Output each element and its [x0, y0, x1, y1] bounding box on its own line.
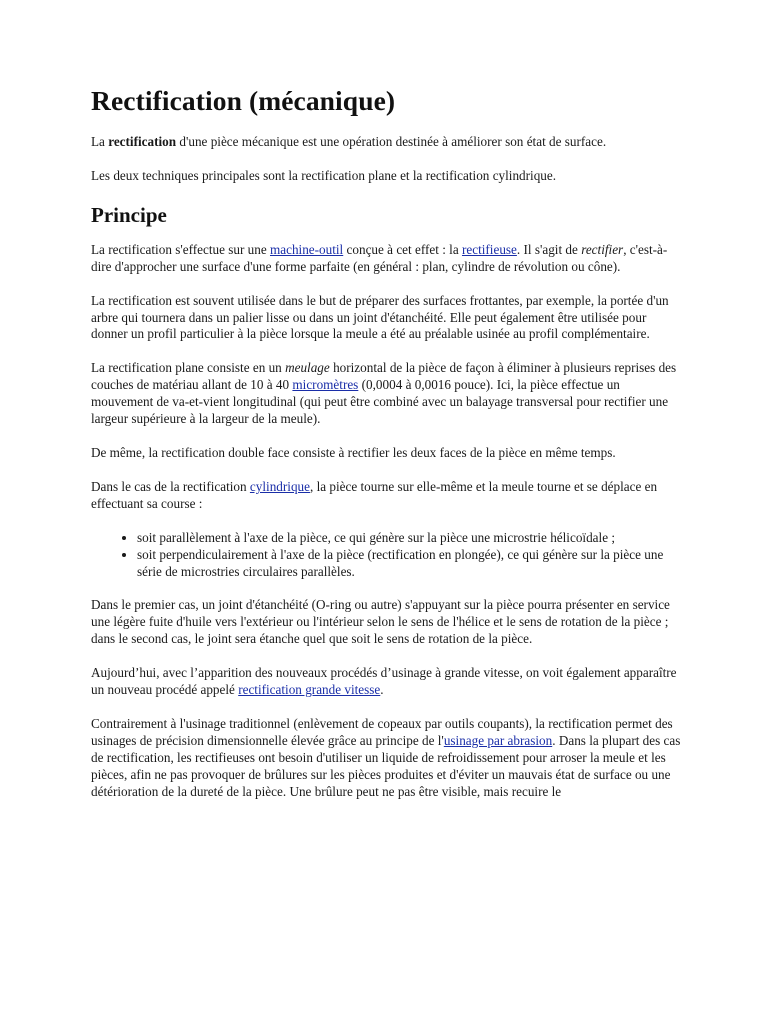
link-cylindrique[interactable]: cylindrique [249, 478, 310, 494]
text: Contrairement à l'usinage traditionnel (enlèvement de copeaux par outils coupants), la rectification permet des usinages de précision dimensionnelle élevée grâce au principe de l' [91, 715, 673, 748]
principe-paragraph-5 [91, 479, 681, 513]
principe-paragraph-8 [91, 716, 681, 801]
text: La [91, 134, 109, 149]
intro-paragraph-2: Les deux techniques principales sont la rectification plane et la rectification cylindrique. [91, 167, 557, 183]
text: , c'est-à-dire d'approcher une surface d'une forme parfaite (en général : plan, cylindre de révolution ou cône). [91, 241, 668, 274]
text: . Il s'agit de [516, 241, 582, 257]
italic-term: meulage [285, 360, 330, 376]
text: . [380, 682, 384, 698]
principe-paragraph-1 [91, 242, 681, 276]
text: Dans le cas de la rectification [91, 478, 250, 494]
intro-paragraph-1 [91, 134, 681, 151]
list-item: • soit parallèlement à l'axe de la pièce, ce qui génère sur la pièce une microstrie hélicoïdale ; [137, 530, 681, 547]
text: (0,0004 à 0,0016 pouce). Ici, la pièce effectue un mouvement de va-et-vient longitudinal (qui peut être combiné avec un balayage transversal pour rectifier une largeur supérieure à la largeur de la meule). [91, 377, 669, 427]
principe-paragraph-7 [91, 665, 681, 699]
italic-term: rectifier [581, 241, 624, 257]
text: d'une pièce mécanique est une opération destinée à améliorer son état de surface. [176, 134, 607, 149]
text: La rectification s'effectue sur une [91, 241, 270, 257]
principe-paragraph-6: Dans le premier cas, un joint d'étanchéité (O-ring ou autre) s'appuyant sur la pièce pourra présenter en service une légère fuite d'huile vers l'extérieur ou l'intérieur selon le sens de l'hélice et le sens de rotation de la pièce ; dans le second cas, le joint sera étanche quel que soit le sens de rotation de la pièce. [91, 597, 670, 647]
text: . Dans la plupart des cas de rectification, les rectifieuses ont besoin d'utiliser un liquide de refroidissement pour arroser la meule et les pièces, afin ne pas provoquer de brûlures sur les pièces produites et d'éviter un mauvais état de surface ou une détérioration de la dureté de la pièce. Une brûlure peut ne pas être visible, mais recuire le [91, 732, 681, 799]
text: conçue à cet effet : la [343, 241, 462, 257]
text: horizontal de la pièce de façon à éliminer à plusieurs reprises des couches de matériau allant de 10 à 40 [91, 360, 677, 393]
text: , la pièce tourne sur elle-même et la meule tourne et se déplace en effectuant sa course : [91, 478, 658, 511]
link-rectification-grande-vitesse[interactable]: rectification grande vitesse [238, 682, 381, 698]
link-usinage-par-abrasion[interactable]: usinage par abrasion [443, 732, 553, 748]
document-page [91, 84, 681, 817]
list-item: • soit perpendiculairement à l'axe de la pièce (rectification en plongée), ce qui génère sur la pièce une série de microstries circulaires parallèles. [137, 547, 681, 581]
link-rectifieuse[interactable]: rectifieuse [461, 241, 517, 257]
principe-paragraph-2: La rectification est souvent utilisée dans le but de préparer des surfaces frottantes, par exemple, la portée d'un arbre qui tournera dans un palier lisse ou dans un joint d'étanchéité. Elle peut également être utilisée pour donner un profil particulier à la pièce lorsque la meule a été au préalable usinée au profil complémentaire. [91, 292, 669, 342]
page-title: Rectification (mécanique) [91, 85, 396, 116]
section-heading-principe: Principe [91, 202, 167, 227]
link-micrometres[interactable]: micromètres [292, 377, 359, 393]
text: Aujourd’hui, avec l’apparition des nouveaux procédés d’usinage à grande vitesse, on voit également apparaître un nouveau procédé appelé [91, 665, 677, 698]
link-machine-outil[interactable]: machine-outil [269, 241, 344, 257]
bullet-list [91, 530, 681, 581]
text: La rectification plane consiste en un [91, 360, 286, 376]
principe-paragraph-3 [91, 360, 681, 428]
principe-paragraph-4: De même, la rectification double face consiste à rectifier les deux faces de la pièce en même temps. [91, 444, 616, 460]
bold-term: rectification [108, 134, 177, 149]
